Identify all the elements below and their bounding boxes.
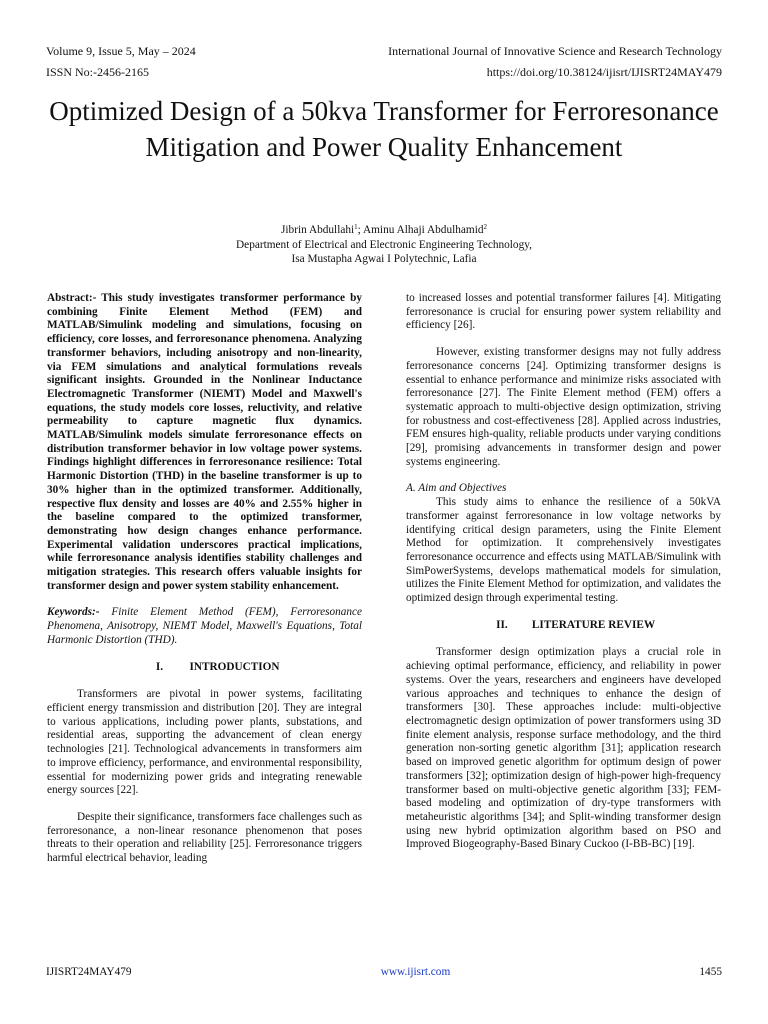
author-2: Aminu Alhaji Abdulhamid xyxy=(362,224,484,236)
author-block xyxy=(40,220,728,267)
intro-paragraph-3: However, existing transformer designs may not fully address ferroresonance concerns [24]. Optimizing transformer designs is essential to enhance performance and minimize risks associated with ferroresonance [27]. The Finite Element method (FEM) offers a systematic approach to multi-objective design optimization, striving for robustness and cost-effectiveness [28]. Applied across industries, FEM ensures high-quality, reliable products under varying conditions [29], promising advancements in transformer design and power systems engineering. xyxy=(406,346,721,468)
intro-paragraph-2: Despite their significance, transformers face challenges such as ferroresonance, a non-linear resonance phenomenon that poses threats to their operation and reliability [25]. Ferroresonance triggers harmful electrical behavior, leading xyxy=(47,810,362,865)
literature-paragraph-1: Transformer design optimization plays a crucial role in achieving optimal performance, efficiency, and reliability in power systems. Over the years, researchers and engineers have developed various approaches and techniques to enhance the design of transformers [30]. These approaches include: multi-objective electromagnetic design optimization of power transformers using 3D finite element analysis, response surface methodology, and the third generation non-sorting genetic algorithm [31]; application research based on improved genetic algorithm for optimum design of power transformers [32]; optimization design of high-power high-frequency transformer based on multi-objective genetic algorithm [33]; FEM-based modeling and optimization of dry-type transformers with metaheuristic algorithms [34]; and Split-winding transformer design using new hybrid optimization algorithm based on PSO and Improved Biogeography-Based Binary Cuckoo (I-BB-BC) [19]. xyxy=(406,646,721,851)
paper-title: Optimized Design of a 50kva Transformer for Ferroresonance Mitigation and Power Quality Enhancement xyxy=(49,96,719,162)
section-heading-literature-review xyxy=(406,619,721,633)
author-line xyxy=(40,220,728,238)
section-heading-introduction xyxy=(47,661,362,675)
author-separator: ; xyxy=(357,224,363,236)
volume-info: Volume 9, Issue 5, May – 2024 xyxy=(46,44,196,58)
paragraph-gap xyxy=(47,798,362,811)
section-number: I. xyxy=(155,660,164,673)
keywords-text: Finite Element Method (FEM), Ferroresonance Phenomena, Anisotropy, NIEMT Model, Maxwell's Equations, Total Harmonic Distortion (THD). xyxy=(47,606,362,646)
paragraph-gap xyxy=(406,469,721,482)
paragraph-gap xyxy=(406,333,721,346)
running-header-bottom xyxy=(46,65,722,79)
author-1-affiliation-mark: 1 xyxy=(354,223,358,231)
page-footer xyxy=(46,965,722,979)
doi-link[interactable]: https://doi.org/10.38124/ijisrt/IJISRT24MAY479 xyxy=(486,65,722,79)
author-2-affiliation-mark: 2 xyxy=(483,223,487,231)
department: Department of Electrical and Electronic Engineering Technology, xyxy=(236,238,532,251)
abstract: Abstract:- This study investigates transformer performance by combining Finite Element Method (FEM) and MATLAB/Simulink modeling and simulations, focusing on efficiency, core losses, and ferroresonance phenomena. Analyzing transformer behaviors, including anisotropy and non-linearity, via FEM simulations and analytical formulations reveals significant insights. Grounded in the Nonlinear Inductance Electromagnetic Transformer (NIEMT) Model and Maxwell's equations, the study models core losses, reluctivity, and relative permeability to capture magnetic flux dynamics. MATLAB/Simulink models simulate ferroresonance effects on distribution transformer behavior in low voltage power systems. Findings highlight differences in ferroresonance resilience: Total Harmonic Distortion (THD) in the baseline transformer is up to 30% higher than in the optimized transformer. Additionally, respective flux density and losses are 40% and 2.55% higher in the baseline compared to the optimized transformer, demonstrating how design changes enhance performance. Experimental validation underscores practical implications, while ferroresonance analysis identifies stability challenges and mitigation strategies. This research offers valuable insights for transformer design and power system stability enhancement. xyxy=(47,292,362,592)
left-column xyxy=(47,292,362,866)
right-column xyxy=(406,292,721,852)
journal-url-link[interactable]: www.ijisrt.com xyxy=(380,966,451,978)
intro-paragraph-2-continued: to increased losses and potential transformer failures [4]. Mitigating ferroresonance is crucial for ensuring power system reliability and efficiency [26]. xyxy=(406,292,721,332)
running-header-top xyxy=(46,44,722,58)
issn: ISSN No:-2456-2165 xyxy=(46,65,150,79)
keywords xyxy=(47,606,362,647)
journal-name: International Journal of Innovative Science and Research Technology xyxy=(388,44,722,58)
intro-paragraph-1: Transformers are pivotal in power systems, facilitating efficient energy transmission and distribution [20]. They are integral to various applications, including power plants, substations, and residential areas, supporting the advancement of clean energy technologies [21]. Technological advancements in transformers aim to improve efficiency, performance, and environmental responsibility, essential for modernizing power grids and integrating renewable energy sources [22]. xyxy=(47,688,362,797)
keywords-label: Keywords:- xyxy=(47,606,100,619)
page-number: 1455 xyxy=(699,966,722,978)
aim-paragraph: This study aims to enhance the resilience of a 50kVA transformer against ferroresonance in low voltage networks by identifying critical design parameters, using the Finite Element Method for optimization. It comprehensively investigates ferroresonance occurrence and effects using MATLAB/Simulink with SimPowerSystems, develops mathematical models for simulation, utilizes the Finite Element Method for optimization, and validates the optimized design through experimental testing. xyxy=(406,496,721,605)
section-title: INTRODUCTION xyxy=(189,660,280,673)
paper-id: IJISRT24MAY479 xyxy=(46,966,132,978)
institution: Isa Mustapha Agwai I Polytechnic, Lafia xyxy=(291,253,477,265)
section-number: II. xyxy=(496,618,508,631)
author-1: Jibrin Abdullahi xyxy=(281,224,355,236)
subsection-heading-aim: A. Aim and Objectives xyxy=(406,482,507,495)
section-title: LITERATURE REVIEW xyxy=(531,618,656,631)
